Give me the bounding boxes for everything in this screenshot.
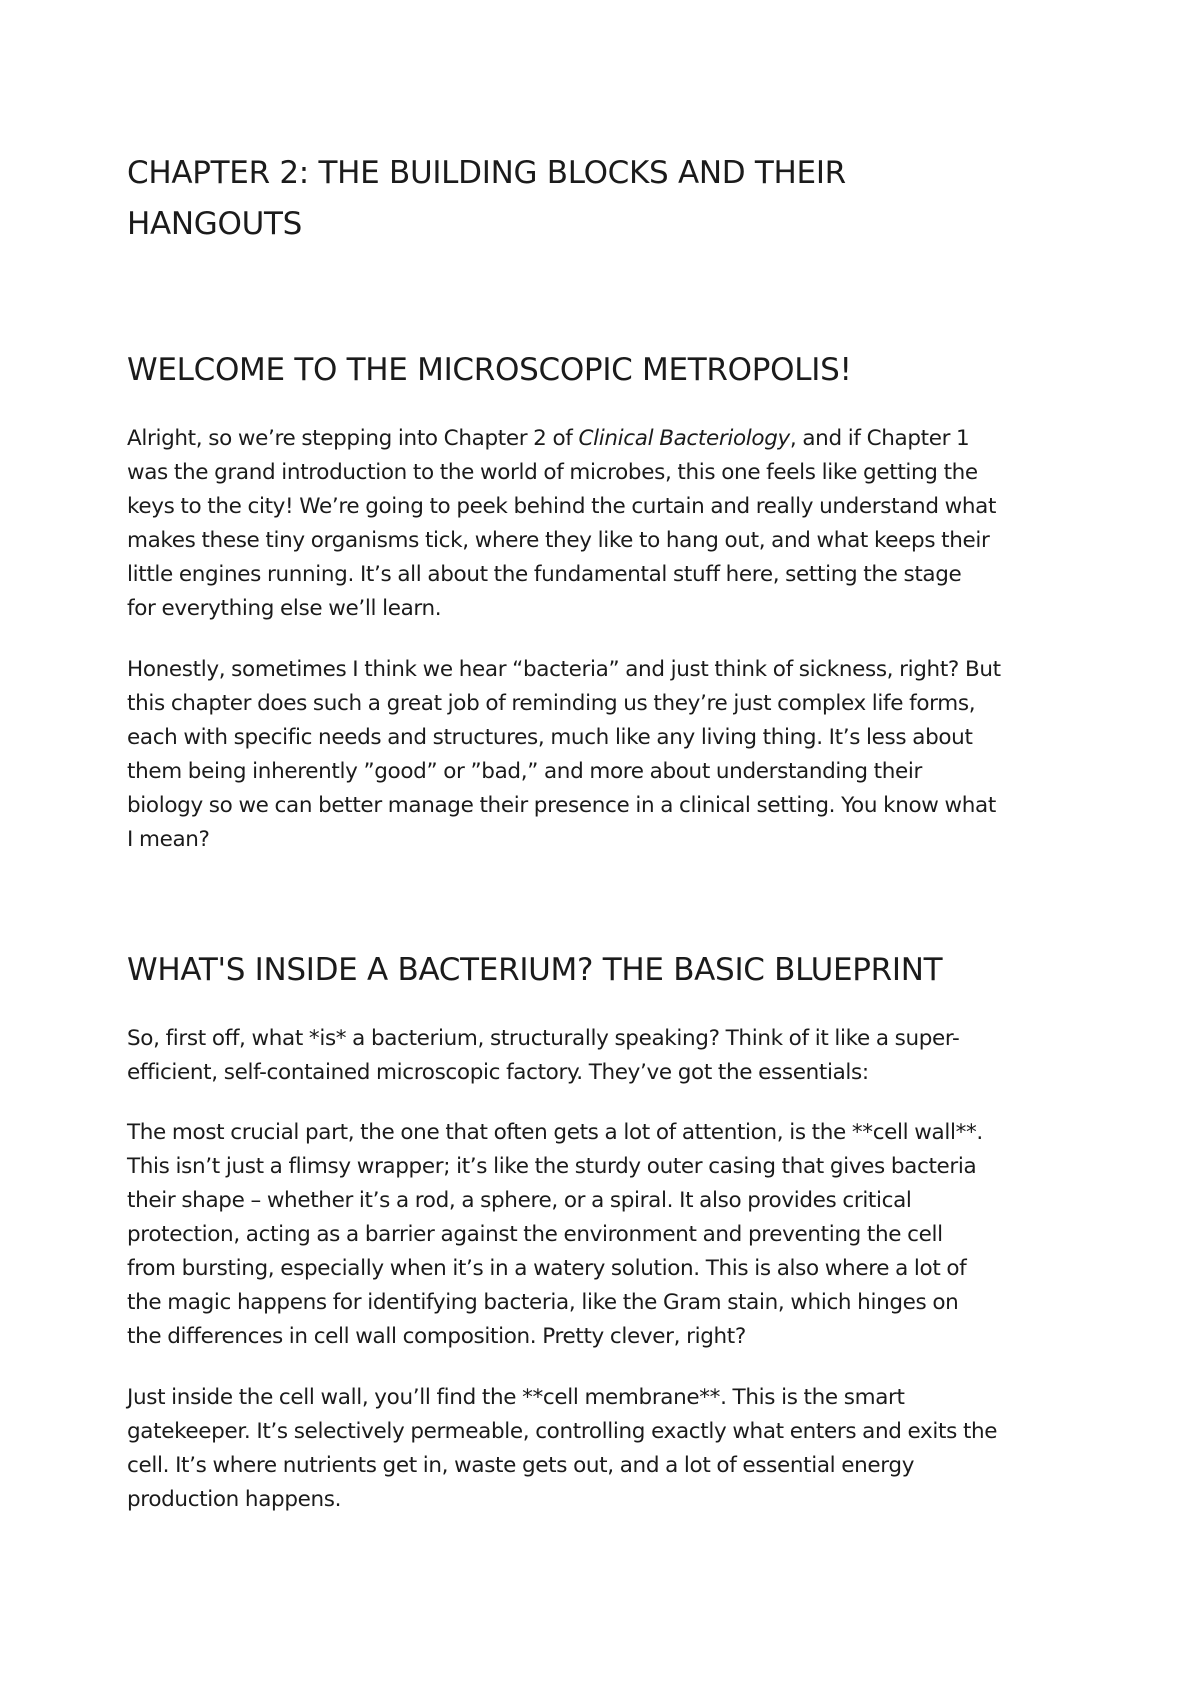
paragraph-cell-membrane: [127, 1381, 1087, 1517]
paragraph-line: makes these tiny organisms tick, where they like to hang out, and what keeps their: [127, 528, 990, 553]
paragraph-line: Just inside the cell wall, you’ll find the **cell membrane**. This is the smart: [127, 1385, 905, 1410]
section-heading-inside-bacterium: WHAT'S INSIDE A BACTERIUM? THE BASIC BLUEPRINT: [127, 952, 943, 988]
paragraph-cell-wall: [127, 1116, 1087, 1354]
text-fragment: , and if Chapter 1: [789, 426, 970, 451]
chapter-title-line-2: HANGOUTS: [127, 206, 303, 242]
paragraph-structure-intro: [127, 1022, 1087, 1090]
paragraph-line: I mean?: [127, 827, 210, 852]
paragraph-line: biology so we can better manage their presence in a clinical setting. You know what: [127, 793, 996, 818]
paragraph-line: This isn’t just a flimsy wrapper; it’s like the sturdy outer casing that gives bacteria: [127, 1154, 977, 1179]
paragraph-line: was the grand introduction to the world of microbes, this one feels like getting the: [127, 460, 978, 485]
paragraph-line: for everything else we’ll learn.: [127, 596, 442, 621]
paragraph-line: cell. It’s where nutrients get in, waste gets out, and a lot of essential energy: [127, 1453, 915, 1478]
paragraph-line: Honestly, sometimes I think we hear “bacteria” and just think of sickness, right? But: [127, 657, 1001, 682]
chapter-title-line-1: CHAPTER 2: THE BUILDING BLOCKS AND THEIR: [127, 155, 846, 191]
paragraph-line: their shape – whether it’s a rod, a sphere, or a spiral. It also provides critical: [127, 1188, 912, 1213]
paragraph-line: gatekeeper. It’s selectively permeable, controlling exactly what enters and exits the: [127, 1419, 998, 1444]
paragraph-perspective: [127, 653, 1087, 857]
paragraph-line: the magic happens for identifying bacteria, like the Gram stain, which hinges on: [127, 1290, 959, 1315]
paragraph-line: protection, acting as a barrier against the environment and preventing the cell: [127, 1222, 943, 1247]
paragraph-line: efficient, self-contained microscopic factory. They’ve got the essentials:: [127, 1060, 869, 1085]
section-heading-welcome: WELCOME TO THE MICROSCOPIC METROPOLIS!: [127, 352, 852, 388]
paragraph-line: little engines running. It’s all about the fundamental stuff here, setting the stage: [127, 562, 962, 587]
paragraph-line: each with specific needs and structures, much like any living thing. It’s less about: [127, 725, 973, 750]
paragraph-line: from bursting, especially when it’s in a watery solution. This is also where a lot of: [127, 1256, 967, 1281]
paragraph-line: them being inherently ”good” or ”bad,” and more about understanding their: [127, 759, 922, 784]
paragraph-line: this chapter does such a great job of reminding us they’re just complex life forms,: [127, 691, 976, 716]
paragraph-line: the differences in cell wall composition. Pretty clever, right?: [127, 1324, 746, 1349]
text-fragment: Alright, so we’re stepping into Chapter 2 of: [127, 426, 579, 451]
paragraph-intro: [127, 422, 1087, 626]
paragraph-line: The most crucial part, the one that often gets a lot of attention, is the **cell wall**.: [127, 1120, 983, 1145]
paragraph-line: [127, 422, 1087, 456]
paragraph-line: So, first off, what *is* a bacterium, structurally speaking? Think of it like a super-: [127, 1026, 960, 1051]
paragraph-line: production happens.: [127, 1487, 342, 1512]
chapter-title: [127, 148, 1027, 250]
book-title-italic: Clinical Bacteriology: [578, 426, 790, 451]
paragraph-line: keys to the city! We’re going to peek behind the curtain and really understand what: [127, 494, 997, 519]
